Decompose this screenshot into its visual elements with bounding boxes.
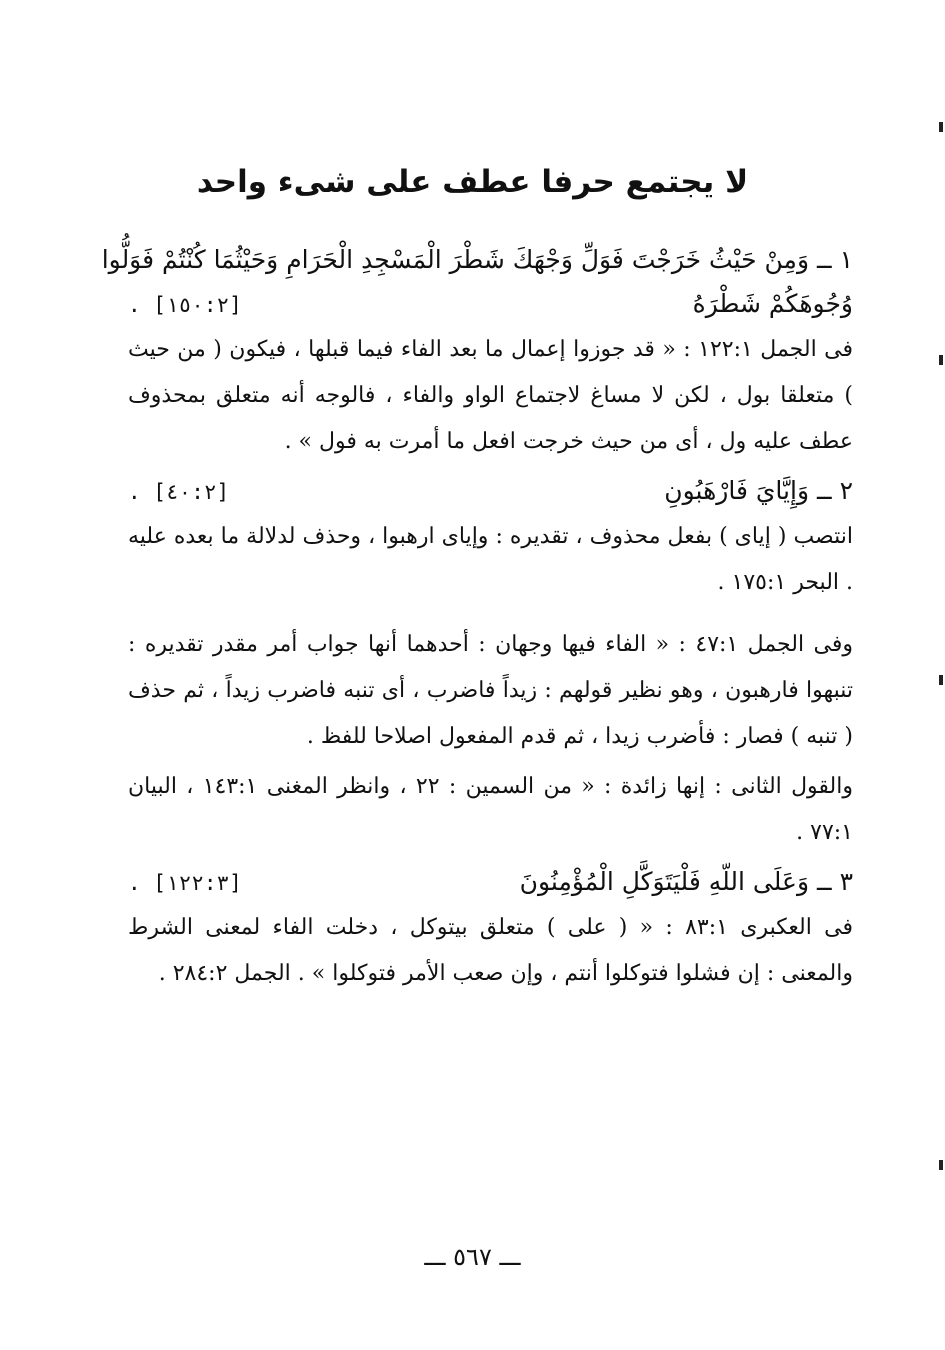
- verse-line: [128, 469, 853, 514]
- quran-verse: وُجُوهَكُمْ شَطْرَهُ: [692, 289, 853, 318]
- entry-3: [128, 860, 853, 997]
- margin-mark: [939, 122, 943, 132]
- commentary-paragraph: فى العكبرى ٨٣:١ : « ( على ) متعلق بيتوكل ، دخلت الفاء لمعنى الشرط والمعنى : إن فشلوا فتوكلوا أنتم ، وإن صعب الأمر فتوكلوا » . الجمل ٢٨٤:٢ .: [128, 915, 853, 986]
- commentary-paragraph: وفى الجمل ٤٧:١ : « الفاء فيها وجهان : أحدهما أنها جواب أمر مقدر تقديره : تنبهوا فارهبون ، وهو نظير قولهم : زيداً فاضرب ، أى تنبه فاضرب زيداً ، ثم حذف ( تنبه ) فصار : فأضرب زيدا ، ثم قدم المفعول اصلاحا للفظ .: [128, 632, 853, 749]
- verse-line: [128, 860, 853, 905]
- verse-reference: [١٥٠:٢] .: [128, 293, 242, 317]
- margin-mark: [939, 355, 943, 365]
- margin-mark: [939, 1160, 943, 1170]
- verse-reference: [٤٠:٢] .: [128, 480, 230, 504]
- commentary-paragraph: فى الجمل ١٢٢:١ : « قد جوزوا إعمال ما بعد الفاء فيما قبلها ، فيكون ( من حيث ) متعلقا بول ، لكن لا مساغ لاجتماع الواو والفاء ، فالوجه أنه متعلق بمحذوف عطف عليه ول ، أى من حيث خرجت افعل ما أمرت به فول » .: [128, 337, 853, 454]
- quran-verse: ٢ ــ وَإِيَّايَ فَارْهَبُونِ: [664, 476, 853, 505]
- entry-1: [101, 238, 853, 465]
- verse-line: [101, 238, 853, 282]
- entry-2: [128, 469, 853, 856]
- commentary-paragraph: انتصب ( إياى ) بفعل محذوف ، تقديره : وإياى ارهبوا ، وحذف لدلالة ما بعده عليه . البحر ١٧٥:١ .: [128, 524, 853, 595]
- page-number: ـــ ٥٦٧ ـــ: [424, 1243, 521, 1271]
- quran-verse: ١ ــ وَمِنْ حَيْثُ خَرَجْتَ فَوَلِّ وَجْهَكَ شَطْرَ الْمَسْجِدِ الْحَرَامِ وَحَيْثُمَا كُنْتُمْ فَوَلُّوا: [101, 245, 853, 274]
- commentary-paragraph: والقول الثانى : إنها زائدة : « من السمين : ٢٢ ، وانظر المغنى ١٤٣:١ ، البيان ٧٧:١ .: [128, 774, 853, 845]
- verse-line: [128, 282, 853, 327]
- verse-reference: [١٢٢:٣] .: [128, 871, 242, 895]
- page-content: [101, 238, 853, 1001]
- paragraph-gap: [128, 610, 853, 622]
- margin-mark: [939, 675, 943, 685]
- quran-verse: ٣ ــ وَعَلَى اللّهِ فَلْيَتَوَكَّلِ الْمُؤْمِنُونَ: [519, 867, 853, 896]
- page-title: لا يجتمع حرفا عطف على شىء واحد: [196, 164, 749, 200]
